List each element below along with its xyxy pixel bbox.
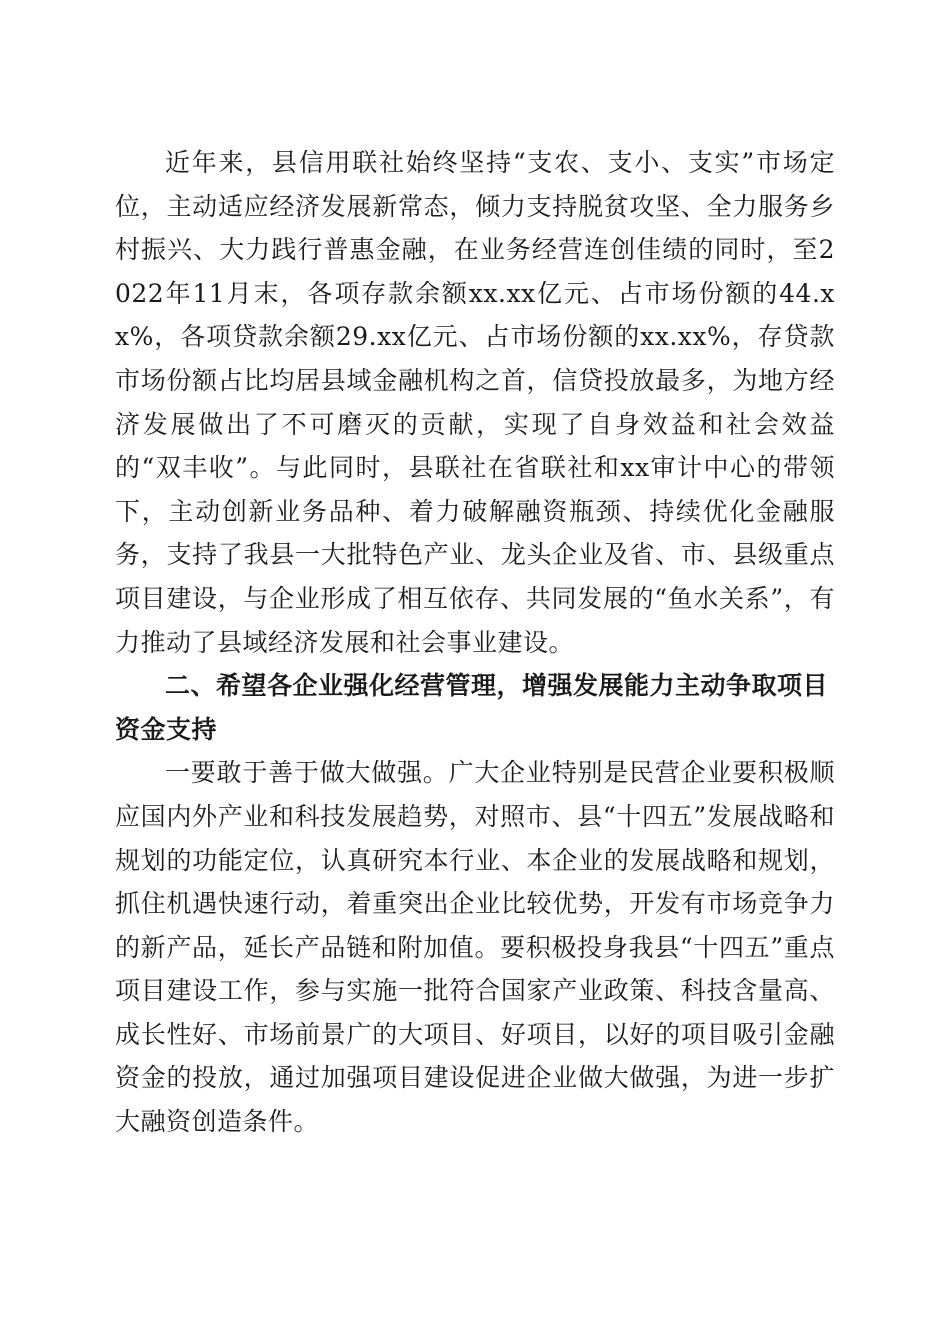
paragraph-intro: 近年来，县信用联社始终坚持“支农、支小、支实”市场定位，主动适应经济发展新常态，倾力支持脱贫攻坚、全力服务乡村振兴、大力践行普惠金融，在业务经营连创佳绩的同时，至2022年11月末，各项存款余额xx.xx亿元、占市场份额的44.xx%，各项贷款余额29.xx亿元、占市场份额的xx.xx%，存贷款市场份额占比均居县域金融机构之首，信贷投放最多，为地方经济发展做出了不可磨灭的贡献，实现了自身效益和社会效益的“双丰收”。与此同时，县联社在省联社和xx审计中心的带领下，主动创新业务品种、着力破解融资瓶颈、持续优化金融服务，支持了我县一大批特色产业、龙头企业及省、市、县级重点项目建设，与企业形成了相互依存、共同发展的“鱼水关系”，有力推动了县域经济发展和社会事业建设。 (115, 148, 835, 657)
section-heading: 二、希望各企业强化经营管理，增强发展能力主动争取项目资金支持 (115, 671, 829, 744)
paragraph-section-1: 一要敢于善于做大做强。广大企业特别是民营企业要积极顺应国内外产业和科技发展趋势，对照市、县“十四五”发展战略和规划的功能定位，认真研究本行业、本企业的发展战略和规划，抓住机遇快速行动，着重突出企业比较优势，开发有市场竞争力的新产品，延长产品链和附加值。要积极投身我县“十四五”重点项目建设工作，参与实施一批符合国家产业政策、科技含量高、成长性好、市场前景广的大项目、好项目，以好的项目吸引金融资金的投放，通过加强项目建设促进企业做大做强，为进一步扩大融资创造条件。 (115, 758, 835, 1137)
document-body (115, 141, 835, 1144)
